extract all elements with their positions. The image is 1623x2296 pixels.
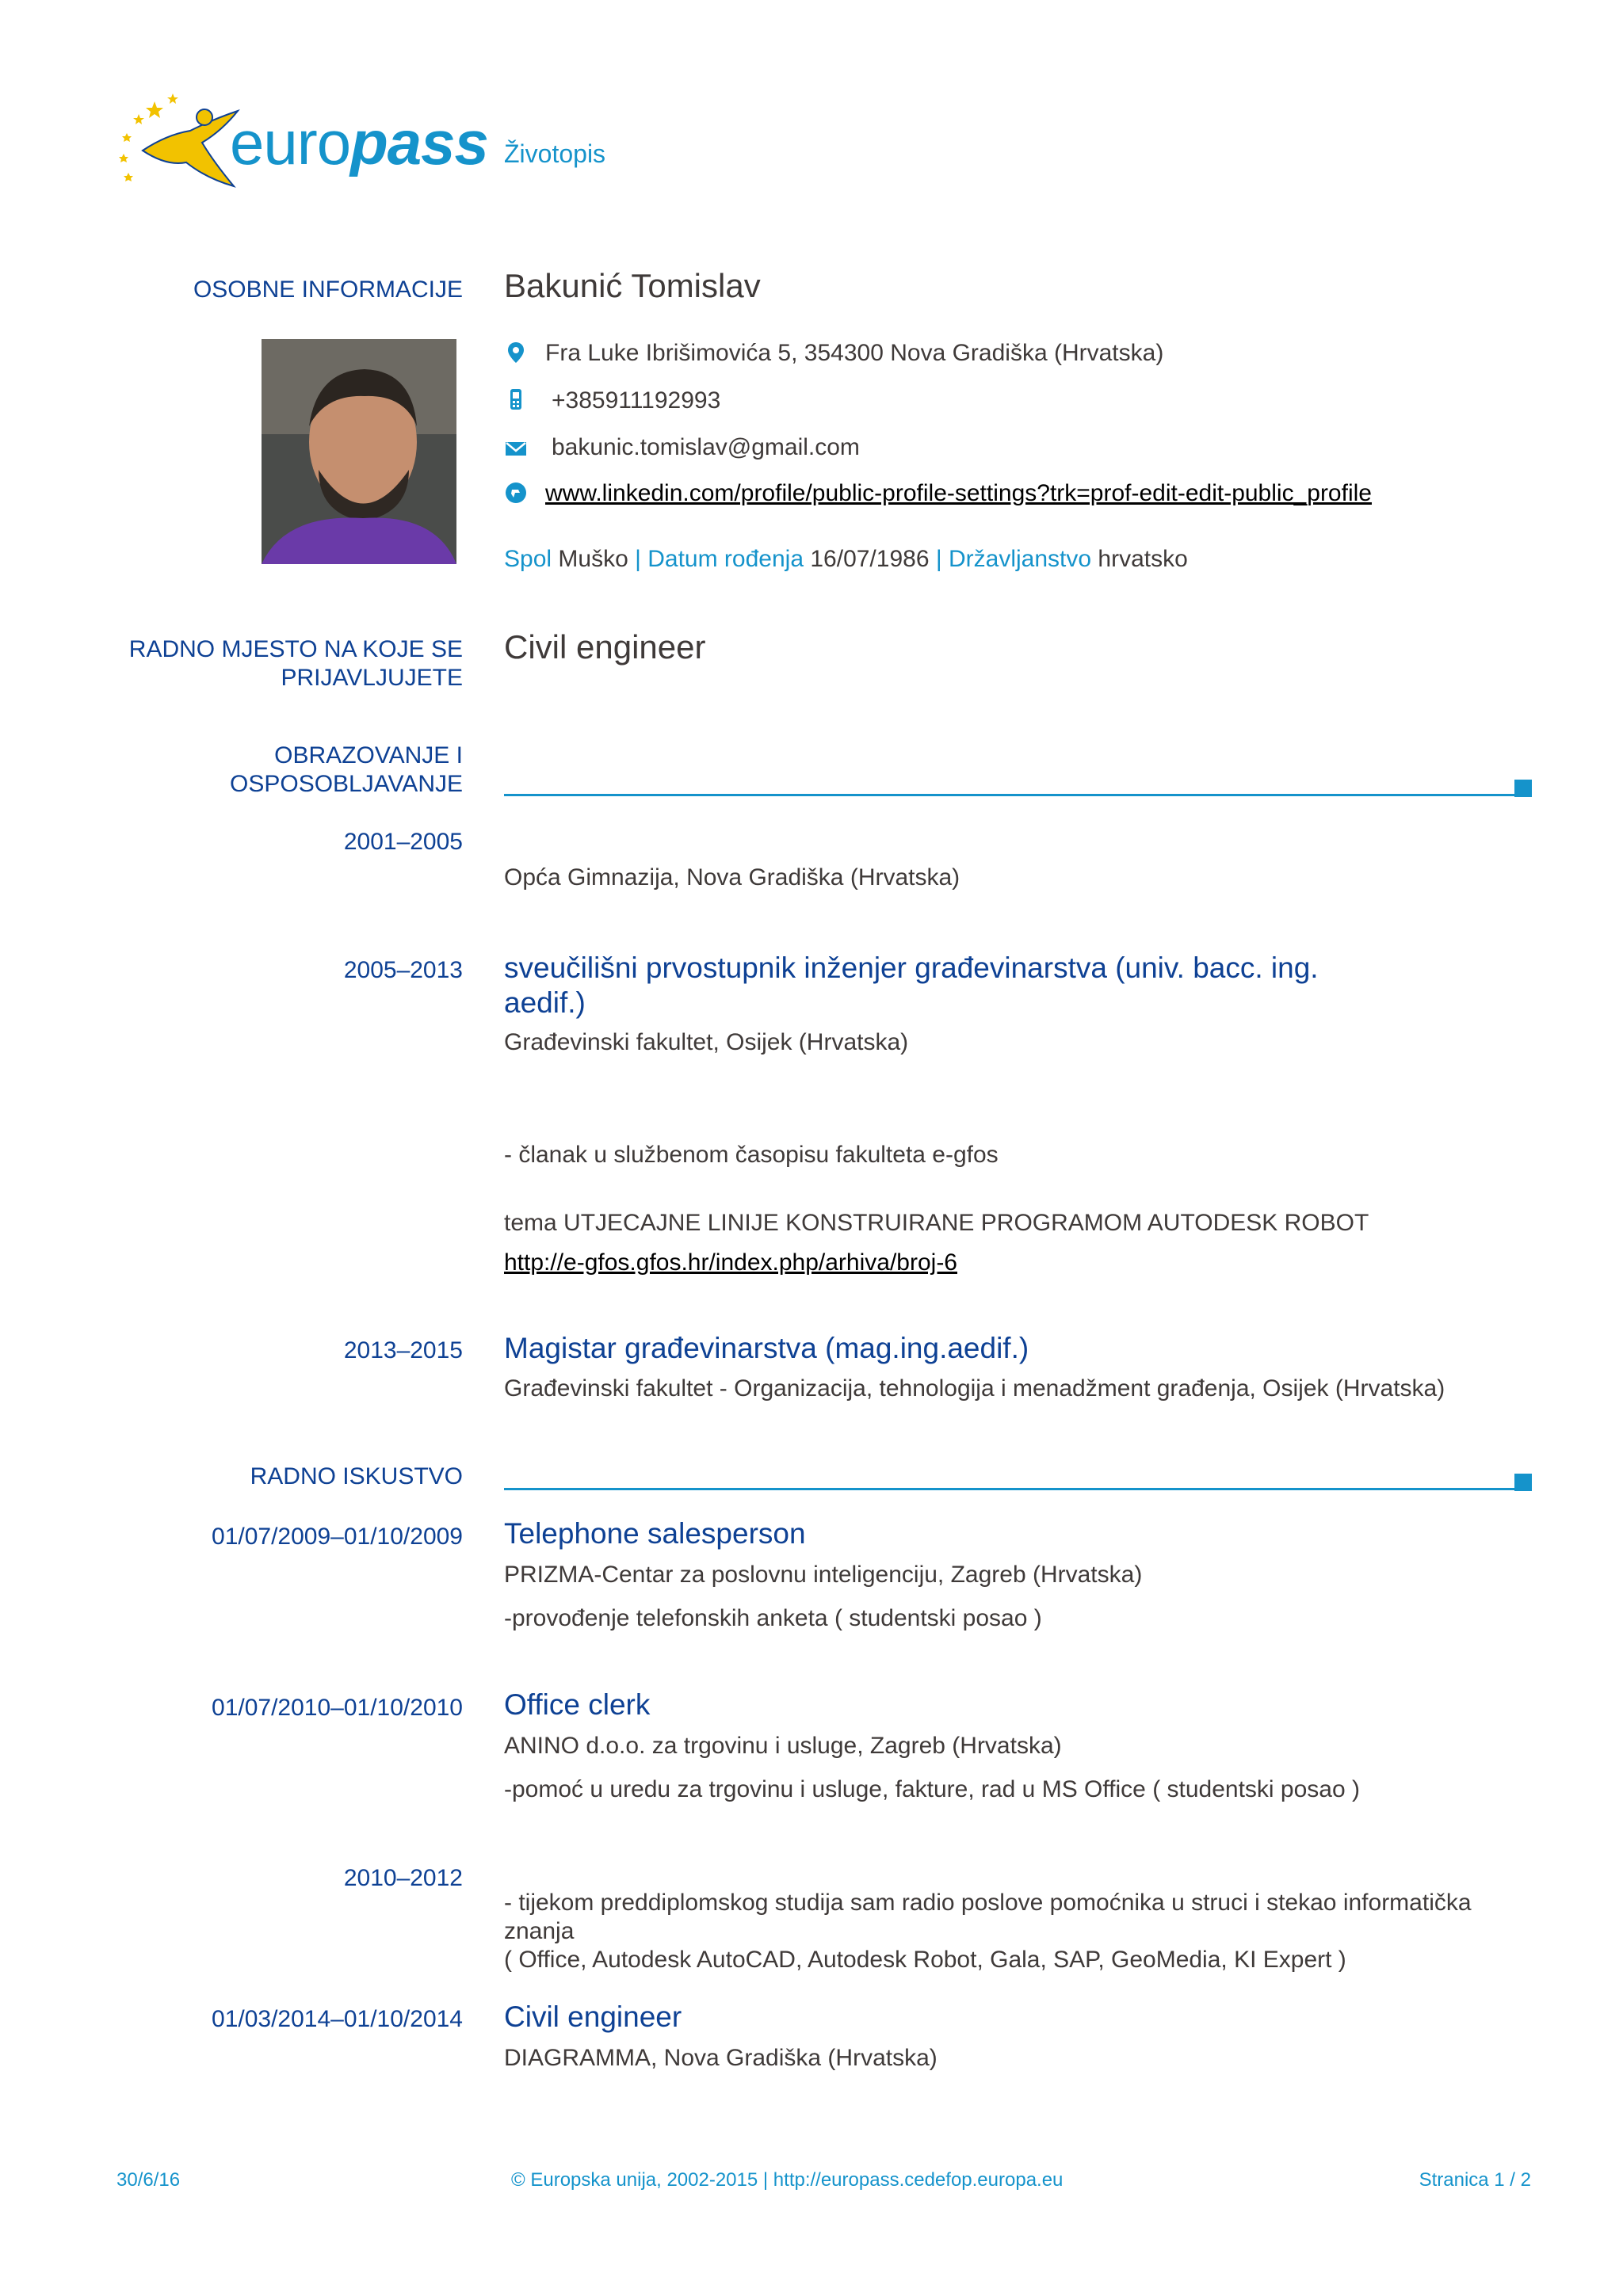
- experience-employer: ANINO d.o.o. za trgovinu i usluge, Zagreb (Hrvatska): [504, 1733, 1062, 1759]
- title-line: aedif.): [504, 986, 586, 1019]
- sex-value: Muško: [558, 546, 628, 572]
- section-label-education: [111, 742, 463, 799]
- section-rule-square: [1514, 1474, 1532, 1491]
- section-rule: [504, 794, 1514, 796]
- section-rule-square: [1514, 780, 1532, 797]
- phone-number: +385911192993: [552, 387, 721, 414]
- title-line: sveučilišni prvostupnik inženjer građevinarstva (univ. bacc. ing.: [504, 952, 1319, 984]
- separator: |: [935, 546, 942, 572]
- experience-dates: 01/07/2010–01/10/2010: [212, 1695, 463, 1721]
- nationality-value: hrvatsko: [1098, 546, 1188, 572]
- experience-dates: 01/03/2014–01/10/2014: [212, 2006, 463, 2032]
- article-link[interactable]: http://e-gfos.gfos.hr/index.php/arhiva/broj-6: [504, 1249, 957, 1276]
- education-title: Magistar građevinarstva (mag.ing.aedif.): [504, 1332, 1029, 1364]
- location-pin-icon: [504, 341, 528, 364]
- separator: |: [635, 546, 641, 572]
- label-line: RADNO MJESTO NA KOJE SE: [128, 636, 463, 662]
- education-dates: 2013–2015: [343, 1337, 463, 1363]
- education-dates: 2001–2005: [343, 829, 463, 855]
- experience-title: Civil engineer: [504, 2000, 682, 2033]
- brand-prefix: euro: [230, 108, 351, 177]
- dob-value: 16/07/1986: [810, 546, 930, 572]
- experience-title: Office clerk: [504, 1688, 651, 1721]
- experience-dates: 01/07/2009–01/10/2009: [212, 1524, 463, 1550]
- footer-page-number: Stranica 1 / 2: [1419, 2169, 1531, 2191]
- education-title: [504, 951, 1534, 1020]
- education-dates: 2005–2013: [343, 957, 463, 983]
- education-note: tema UTJECAJNE LINIJE KONSTRUIRANE PROGRAMOM AUTODESK ROBOT: [504, 1210, 1369, 1236]
- person-name: Bakunić Tomislav: [504, 267, 761, 304]
- sex-label: Spol: [504, 546, 552, 572]
- job-applied-value: Civil engineer: [504, 628, 706, 666]
- nationality-label: Državljanstvo: [949, 546, 1092, 572]
- experience-employer: DIAGRAMMA, Nova Gradiška (Hrvatska): [504, 2045, 938, 2071]
- label-line: OSPOSOBLJAVANJE: [230, 771, 463, 797]
- education-note: - članak u službenom časopisu fakulteta e-gfos: [504, 1142, 999, 1168]
- description-line: ( Office, Autodesk AutoCAD, Autodesk Robot, Gala, SAP, GeoMedia, KI Expert ): [504, 1947, 1346, 1973]
- europass-figure-icon: [111, 87, 246, 198]
- dob-label: Datum rođenja: [647, 546, 804, 572]
- website-link[interactable]: www.linkedin.com/profile/public-profile-settings?trk=prof-edit-edit-public_profile: [545, 480, 1372, 506]
- experience-description: [504, 1889, 1534, 1974]
- profile-photo: [262, 339, 456, 564]
- education-institution: Građevinski fakultet - Organizacija, tehnologija i menadžment građenja, Osijek (Hrvatska): [504, 1375, 1445, 1402]
- document-title: Životopis: [504, 139, 606, 168]
- experience-dates: 2010–2012: [343, 1865, 463, 1891]
- brand-suffix: pass: [350, 108, 488, 177]
- label-line: OBRAZOVANJE I: [274, 742, 463, 769]
- envelope-icon: [504, 437, 528, 460]
- footer-copyright: © Europska unija, 2002-2015 | http://europass.cedefop.europa.eu: [511, 2169, 1064, 2191]
- description-line: - tijekom preddiplomskog studija sam radio poslove pomoćnika u struci i stekao informatička znanja: [504, 1890, 1472, 1944]
- section-label-job-applied: [111, 635, 463, 692]
- experience-description: -provođenje telefonskih anketa ( studentski posao ): [504, 1605, 1042, 1631]
- education-institution: Opća Gimnazija, Nova Gradiška (Hrvatska): [504, 864, 960, 891]
- section-label-personal: OSOBNE INFORMACIJE: [193, 277, 463, 303]
- europass-logo: [111, 87, 488, 198]
- education-institution: Građevinski fakultet, Osijek (Hrvatska): [504, 1029, 909, 1055]
- label-line: PRIJAVLJUJETE: [281, 665, 463, 691]
- mobile-phone-icon: [504, 387, 528, 411]
- address: Fra Luke Ibrišimovića 5, 354300 Nova Gradiška (Hrvatska): [545, 340, 1164, 366]
- experience-description: -pomoć u uredu za trgovinu i usluge, fakture, rad u MS Office ( studentski posao ): [504, 1776, 1360, 1802]
- footer-date: 30/6/16: [116, 2169, 181, 2191]
- person-photo-icon: [262, 339, 456, 564]
- email-address[interactable]: bakunic.tomislav@gmail.com: [552, 434, 860, 460]
- experience-employer: PRIZMA-Centar za poslovnu inteligenciju, Zagreb (Hrvatska): [504, 1562, 1143, 1588]
- personal-details: [504, 545, 1534, 574]
- section-rule: [504, 1488, 1514, 1490]
- experience-title: Telephone salesperson: [504, 1517, 806, 1550]
- globe-icon: [504, 481, 528, 505]
- section-label-experience: RADNO ISKUSTVO: [250, 1463, 463, 1489]
